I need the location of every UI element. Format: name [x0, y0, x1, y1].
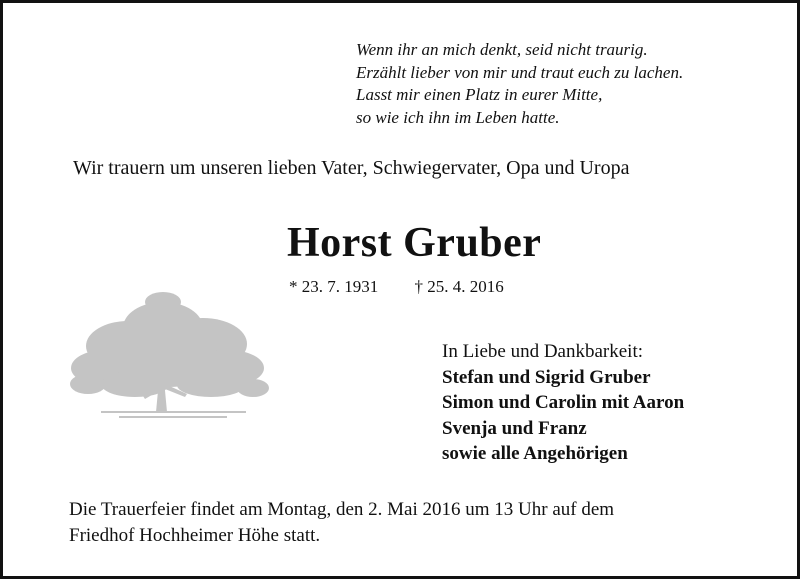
mourner-name: Svenja und Franz [442, 417, 587, 439]
service-line: Die Trauerfeier findet am Montag, den 2. Mai 2016 um 13 Uhr auf dem [69, 499, 615, 520]
mourning-intro: Wir trauern um unseren lieben Vater, Schwiegervater, Opa und Uropa [73, 157, 630, 179]
mourner-name: Stefan und Sigrid Gruber [442, 366, 651, 388]
tree-silhouette-icon [63, 288, 273, 428]
poem-line: so wie ich ihn im Leben hatte. [356, 107, 560, 127]
mourners-heading: In Liebe und Dankbarkeit: [442, 341, 644, 362]
memorial-poem [356, 39, 683, 129]
mourners-list [442, 339, 684, 467]
life-dates [289, 277, 504, 297]
funeral-service-info [69, 497, 614, 549]
poem-line: Wenn ihr an mich denkt, seid nicht traurig. [356, 40, 648, 59]
mourner-name: sowie alle Angehörigen [442, 443, 628, 464]
death-date: † 25. 4. 2016 [414, 277, 504, 296]
poem-line: Lasst mir einen Platz in eurer Mitte, [356, 85, 603, 104]
deceased-name: Horst Gruber [287, 220, 542, 266]
service-line: Friedhof Hochheimer Höhe statt. [69, 525, 321, 546]
poem-line: Erzählt lieber von mir und traut euch zu lachen. [356, 62, 684, 82]
birth-date: * 23. 7. 1931 [289, 277, 379, 296]
mourner-name: Simon und Carolin mit Aaron [442, 392, 685, 413]
